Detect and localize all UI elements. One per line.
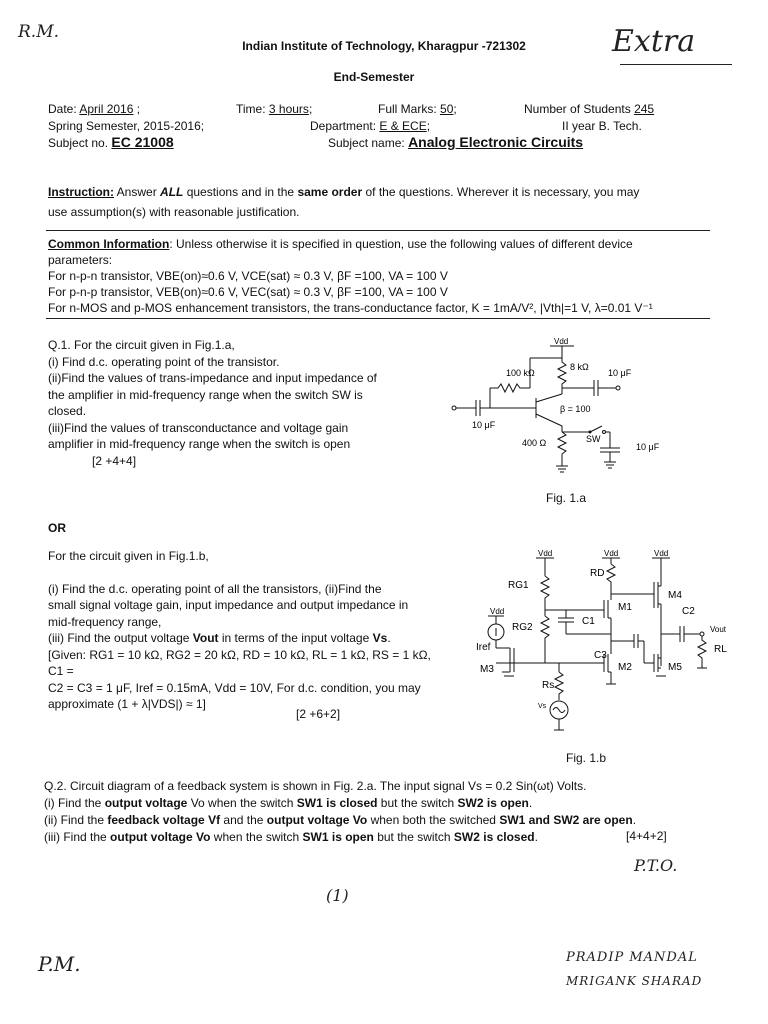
common-info [48, 236, 708, 252]
q2-text: (iii) Find the [44, 830, 111, 844]
section-divider [46, 230, 710, 231]
q2-text: but the switch [377, 796, 458, 810]
q2-line [44, 812, 734, 829]
fig1b-c3: C3 [594, 650, 607, 661]
fig1b-m2: M2 [618, 662, 632, 673]
fig1a-input-cap: 10 μF [472, 420, 496, 430]
handwritten-page-number: (1) [326, 886, 349, 905]
instruction-text: Answer [114, 185, 161, 199]
q1b-line: (i) Find the d.c. operating point of all the transistors, (ii)Find the [48, 581, 382, 596]
handwritten-signature-1: PRADIP MANDAL [566, 950, 698, 965]
time-label: Time: [236, 102, 266, 116]
q2-bold: SW1 is closed [296, 796, 378, 810]
fig1b-m3: M3 [480, 664, 494, 675]
instruction-line2: use assumption(s) with reasonable justification. [48, 205, 300, 219]
fig1b-c1: C1 [582, 616, 595, 627]
students-label: Number of Students [524, 102, 631, 116]
fig1b-vdd: Vdd [490, 607, 505, 616]
department-line: Department: E & ECE; [310, 119, 431, 133]
date-label: Date: [48, 102, 77, 116]
q2-text: and the [220, 813, 267, 827]
fig1a-emitter-cap: 10 μF [636, 442, 660, 452]
department-label: Department: [310, 119, 377, 133]
common-info-line2: parameters: [48, 253, 113, 267]
fig1b-vdd: Vdd [604, 549, 619, 558]
q1-line: amplifier in mid-frequency range when the switch is open [48, 437, 351, 451]
q1-line: (ii)Find the values of trans-impedance and input impedance of [48, 371, 377, 385]
fig1a-switch: SW [586, 434, 601, 444]
instruction [48, 184, 708, 200]
q2-text: . [528, 796, 533, 810]
q1b-marks: [2 +6+2] [296, 707, 341, 721]
q1-line: (iii)Find the values of transconductance and voltage gain [48, 420, 349, 435]
q1b-text: (iii) Find the output voltage [48, 631, 193, 645]
instruction-order: same order [297, 185, 363, 199]
time-line: Time: 3 hours; [236, 102, 313, 116]
q2-line [44, 795, 734, 812]
section-divider [46, 318, 710, 319]
fig1b-m5: M5 [668, 662, 682, 673]
q1b-text: in terms of the input voltage [218, 631, 373, 645]
q2-text: (i) Find the [44, 796, 105, 810]
fig1b-iref: Iref [476, 642, 491, 653]
subject-no: EC 21008 [111, 134, 174, 150]
fig1a-beta: β = 100 [560, 404, 591, 414]
question-1 [48, 337, 410, 469]
figure-1a-circuit [450, 336, 680, 486]
q2-bold: SW2 is open [457, 796, 529, 810]
exam-title: End-Semester [333, 70, 415, 84]
semester: Spring Semester, 2015-2016; [48, 119, 205, 133]
common-info-text: : Unless otherwise it is specified in question, use the following values of different device [169, 237, 633, 251]
fig-1b-caption: Fig. 1.b [566, 751, 607, 765]
q2-text: but the switch [373, 830, 454, 844]
instruction-text: of the questions. Wherever it is necessary, you may [362, 185, 640, 199]
subject-name-line [328, 134, 583, 150]
fig1b-m4: M4 [668, 590, 682, 601]
fig1a-collector-resistor: 8 kΩ [570, 362, 589, 372]
or-label: OR [48, 521, 66, 535]
q2-text: when the switch [210, 830, 303, 844]
fig1a-output-cap: 10 μF [608, 368, 632, 378]
date-line: Date: April 2016 ; [48, 102, 141, 116]
q2-bold: SW1 is open [302, 830, 374, 844]
fig1b-vdd: Vdd [654, 549, 669, 558]
q1b-line: C2 = C3 = 1 μF, Iref = 0.15mA, Vdd = 10V, For d.c. condition, you may [48, 680, 421, 695]
question-1-alternative [48, 548, 443, 713]
q2-text: . [632, 813, 637, 827]
marks-value: 50 [440, 102, 454, 116]
fig1b-vs: Vs [538, 703, 547, 710]
fig1b-m1: M1 [618, 602, 632, 613]
common-info-label: Common Information [48, 237, 170, 251]
handwritten-signature-2: MRIGANK SHARAD [566, 974, 703, 988]
fig1a-emitter-resistor: 400 Ω [522, 438, 547, 448]
fig1a-base-resistor: 100 kΩ [506, 368, 535, 378]
q1b-line: small signal voltage gain, input impedance and output impedance in [48, 598, 409, 612]
fig1b-rl: RL [714, 644, 727, 655]
marks-line: Full Marks: 50; [378, 102, 457, 116]
q2-bold: feedback voltage Vf [107, 813, 221, 827]
q1b-line: approximate (1 + λ|VDS|) ≈ 1] [48, 697, 206, 711]
department-value: E & ECE [379, 119, 427, 133]
subject-name-label: Subject name: [328, 136, 405, 150]
figure-1b-circuit [474, 548, 744, 748]
q2-text: . [534, 830, 538, 844]
subject-no-line [48, 134, 174, 150]
q1-line: (i) Find d.c. operating point of the transistor. [48, 354, 280, 369]
q1-marks: [2 +4+4] [92, 453, 137, 468]
fig1b-rg2: RG2 [512, 622, 533, 633]
q2-bold: output voltage Vo [110, 830, 211, 844]
instruction-all: ALL [160, 185, 184, 199]
handwritten-underline [620, 64, 732, 65]
q1b-vs: Vs [372, 631, 388, 645]
handwritten-initials-bottom: P.M. [38, 952, 81, 976]
q2-text: (ii) Find the [44, 813, 108, 827]
time-value: 3 hours [268, 102, 309, 116]
instruction-label: Instruction: [48, 185, 114, 199]
fig1b-rd: RD [590, 568, 605, 579]
q2-text: when both the switched [367, 813, 500, 827]
q1b-line: [Given: RG1 = 10 kΩ, RG2 = 20 kΩ, RD = 10 kΩ, RL = 1 kΩ, RS = 1 kΩ, C1 = [48, 647, 431, 678]
npn-params: For n-p-n transistor, VBE(on)≈0.6 V, VCE(sat) ≈ 0.3 V, βF =100, VA = 100 V [48, 269, 448, 283]
subject-no-label: Subject no. [48, 136, 109, 150]
fig1b-vdd: Vdd [538, 549, 553, 558]
fig-1a-caption: Fig. 1.a [546, 491, 587, 505]
fig1b-rs: Rs [542, 680, 555, 691]
students-line [524, 101, 654, 117]
institute-title: Indian Institute of Technology, Kharagpur -721302 [242, 39, 526, 53]
q2-marks: [4+4+2] [626, 829, 667, 843]
mos-params: For n-MOS and p-MOS enhancement transistors, the trans-conductance factor, K = 1mA/V², |Vth|=1 V, λ=0.01 V⁻¹ [48, 301, 653, 315]
pnp-params: For p-n-p transistor, VEB(on)≈0.6 V, VEC(sat) ≈ 0.3 V, βF =100, VA = 100 V [48, 285, 448, 299]
q2-bold: output voltage Vo [266, 813, 368, 827]
marks-label: Full Marks: [378, 102, 437, 116]
fig1a-vdd: Vdd [554, 337, 569, 346]
q2-bold: SW2 is closed [453, 830, 535, 844]
handwritten-pto: P.T.O. [634, 856, 678, 875]
date-value: April 2016 [79, 102, 134, 116]
q1-line: the amplifier in mid-frequency range when the switch SW is [48, 387, 363, 402]
q1b-line: For the circuit given in Fig.1.b, [48, 549, 209, 563]
q2-bold: output voltage [104, 796, 188, 810]
q1b-line: mid-frequency range, [48, 614, 162, 629]
instruction-text: questions and in the [183, 185, 298, 199]
fig1b-c2: C2 [682, 606, 695, 617]
subject-name: Analog Electronic Circuits [408, 134, 584, 150]
q1b-vout: Vout [192, 631, 219, 645]
q1b-line: (iii) Find the output voltage Vout in terms of the input voltage Vs. [48, 631, 391, 645]
q1-line: closed. [48, 404, 87, 418]
q2-text: Vo when the switch [187, 796, 297, 810]
q2-line: Q.2. Circuit diagram of a feedback system is shown in Fig. 2.a. The input signal Vs = 0.2 Sin(ωt) Volts. [44, 779, 587, 793]
fig1b-vout: Vout [710, 625, 727, 634]
year: II year B. Tech. [562, 119, 642, 133]
handwritten-extra: Extra [612, 24, 696, 59]
students-value: 245 [634, 102, 655, 116]
q2-bold: SW1 and SW2 are open [499, 813, 633, 827]
handwritten-initials-top: R.M. [18, 22, 60, 42]
q1-line: Q.1. For the circuit given in Fig.1.a, [48, 338, 235, 352]
fig1b-rg1: RG1 [508, 580, 529, 591]
